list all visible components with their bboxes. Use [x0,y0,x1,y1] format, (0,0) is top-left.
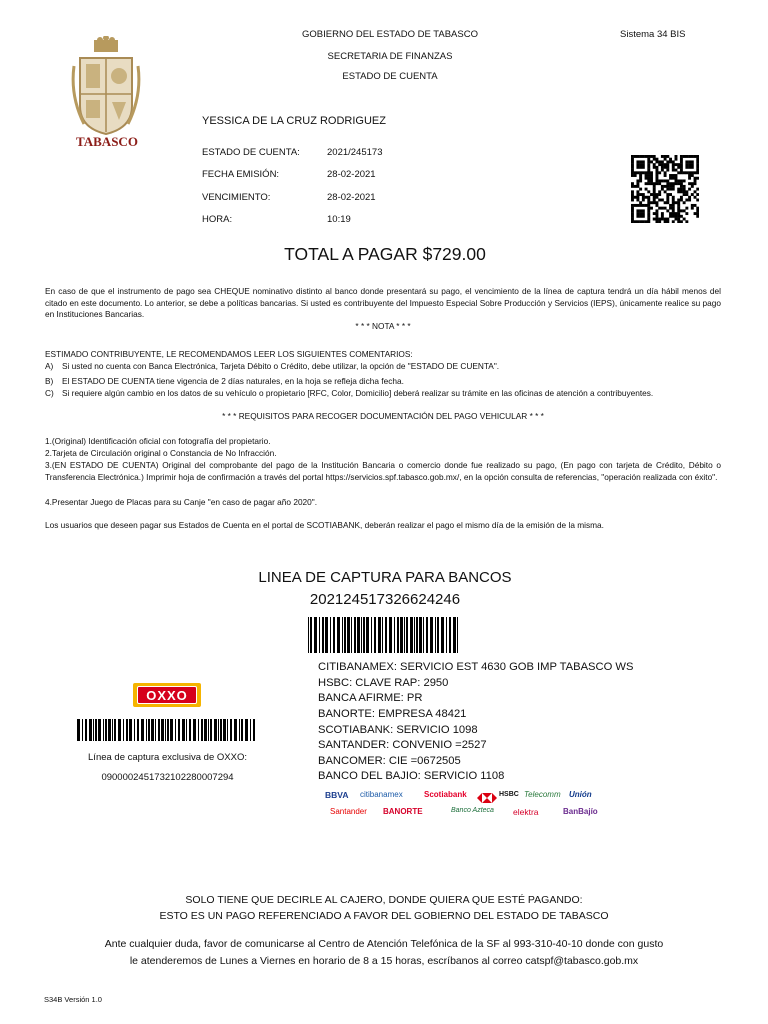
scotiabank-logo: Scotiabank [424,790,467,799]
taxpayer-name: YESSICA DE LA CRUZ RODRIGUEZ [202,115,386,127]
comment-c-mark: C) [45,388,54,398]
banbajio-logo: BanBajío [563,807,598,816]
footer-line-1: SOLO TIENE QUE DECIRLE AL CAJERO, DONDE QUIERA QUE ESTÉ PAGANDO: [185,894,583,906]
version-label: S34B Versión 1.0 [44,995,102,1004]
hsbc-hexagon-icon [477,790,497,800]
qr-code [631,155,699,223]
requisitos-title: * * * REQUISITOS PARA RECOGER DOCUMENTACIÓN DEL PAGO VEHICULAR * * * [222,411,544,421]
requisito-2: 2.Tarjeta de Circulación original o Constancia de No Infracción. [45,448,277,458]
bank-ref-bajio: BANCO DEL BAJIO: SERVICIO 1108 [318,770,505,782]
nota-title: * * * NOTA * * * [355,321,411,331]
banorte-logo: BANORTE [383,807,423,816]
footer-contact-2: le atenderemos de Lunes a Viernes en horario de 8 a 15 horas, escríbanos al correo catspf@tabasco.gob.mx [129,955,639,967]
barcode-icon [77,719,257,741]
oxxo-number: 09000024517321022800072​94 [101,772,234,783]
footer-contact-1: Ante cualquier duda, favor de comunicarse al Centro de Atención Telefónica de la SF al 993-310-40-10 donde con gusto [104,938,664,950]
tabasco-logo-text: TABASCO [76,134,138,149]
bank-ref-citibanamex: CITIBANAMEX: SERVICIO EST 4630 GOB IMP TABASCO WS [318,661,634,673]
bank-ref-afirme: BANCA AFIRME: PR [318,692,423,704]
oxxo-barcode [77,719,257,741]
requisito-4: 4.Presentar Juego de Placas para su Canje "en caso de pagar año 2020". [45,497,318,507]
bbva-logo: BBVA [325,790,349,800]
capture-number: 202124517326624246 [309,591,461,608]
qr-code-icon [631,155,699,223]
union-logo: Unión [569,790,592,799]
field-label-account: ESTADO DE CUENTA: [202,147,300,158]
bank-ref-banorte: BANORTE: EMPRESA 48421 [318,708,467,720]
cheque-note: En caso de que el instrumento de pago sea CHEQUE nominativo distinto al banco donde presentará su pago, el vencimiento de la línea de captura tendrá un día hábil menos del citado en este documento. Lo anterior, se debe a políticas bancarias. Si usted es contribuyente del Impuesto Especial Sobre Producción y Servicios (IEPS), únicamente realice su pago en Instituciones Bancarias. [45,286,721,319]
total-amount: TOTAL A PAGAR $729.00 [284,244,486,264]
tabasco-coat-of-arms [70,36,142,136]
comment-b-mark: B) [45,376,54,386]
citibanamex-logo: citibanamex [360,790,403,799]
footer-line-2: ESTO ES UN PAGO REFERENCIADO A FAVOR DEL GOBIERNO DEL ESTADO DE TABASCO [159,910,609,922]
oxxo-logo-text: OXXO [146,688,188,703]
dept-title: SECRETARIA DE FINANZAS [327,51,453,62]
doc-title: ESTADO DE CUENTA [342,71,438,82]
comment-c-text: Si requiere algún cambio en los datos de su vehículo o propietario [RFC, Color, Domicilio] deberá realizar su trámite en las oficinas de atención a contribuyentes. [62,388,654,398]
oxxo-label: Línea de captura exclusiva de OXXO: [88,752,247,763]
field-value-time: 10:19 [327,214,351,225]
field-label-time: HORA: [202,214,233,225]
barcode-icon [308,617,460,653]
hsbc-logo: HSBC [499,791,519,798]
comment-a-text: Si usted no cuenta con Banca Electrónica, Tarjeta Débito o Crédito, debe utilizar, la opción de "ESTADO DE CUENTA". [62,361,500,371]
comment-a-mark: A) [45,361,54,371]
capture-title: LINEA DE CAPTURA PARA BANCOS [258,569,512,586]
bank-ref-santander: SANTANDER: CONVENIO =2527 [318,739,487,751]
system-label: Sistema 34 BIS [620,29,686,40]
field-label-due-date: VENCIMIENTO: [202,192,271,203]
requisito-3: 3.(EN ESTADO DE CUENTA) Original del comprobante del pago de la Institución Bancaria o comercio donde fue realizado su pago, (En pago con tarjeta de Crédito, Débito o Transferencia Electrónica.) Imprimir hoja de confirmación a través del portal https://servicios.spf.tabasco.gob.mx/, en la opción consulta de referencias, "operación realizada con éxito". [45,460,721,482]
comments-intro: ESTIMADO CONTRIBUYENTE, LE RECOMENDAMOS LEER LOS SIGUIENTES COMENTARIOS: [45,349,413,359]
bank-ref-hsbc: HSBC: CLAVE RAP: 2950 [318,677,449,689]
bank-barcode [308,617,460,653]
gov-title: GOBIERNO DEL ESTADO DE TABASCO [302,29,478,40]
comment-b-text: El ESTADO DE CUENTA tiene vigencia de 2 días naturales, en la hoja se refleja dicha fecha. [62,376,404,386]
field-label-issue-date: FECHA EMISIÓN: [202,169,280,180]
field-value-issue-date: 28-02-2021 [327,169,376,180]
bank-ref-scotiabank: SCOTIABANK: SERVICIO 1098 [318,724,478,736]
santander-logo: Santander [330,807,367,816]
telecomm-logo: Telecomm [524,790,561,799]
coat-of-arms-icon [70,36,142,136]
field-value-account: 2021/245173 [327,147,383,158]
requisito-1: 1.(Original) Identificación oficial con fotografía del propietario. [45,436,271,446]
scotiabank-note: Los usuarios que deseen pagar sus Estados de Cuenta en el portal de SCOTIABANK, deberán realizar el pago el mismo día de la emisión de la misma. [45,520,604,530]
elektra-logo: elektra [513,807,539,817]
oxxo-logo [133,683,201,707]
banco-azteca-logo: Banco Azteca [451,807,494,814]
field-value-due-date: 28-02-2021 [327,192,376,203]
bank-ref-bancomer: BANCOMER: CIE =0672505 [318,755,461,767]
